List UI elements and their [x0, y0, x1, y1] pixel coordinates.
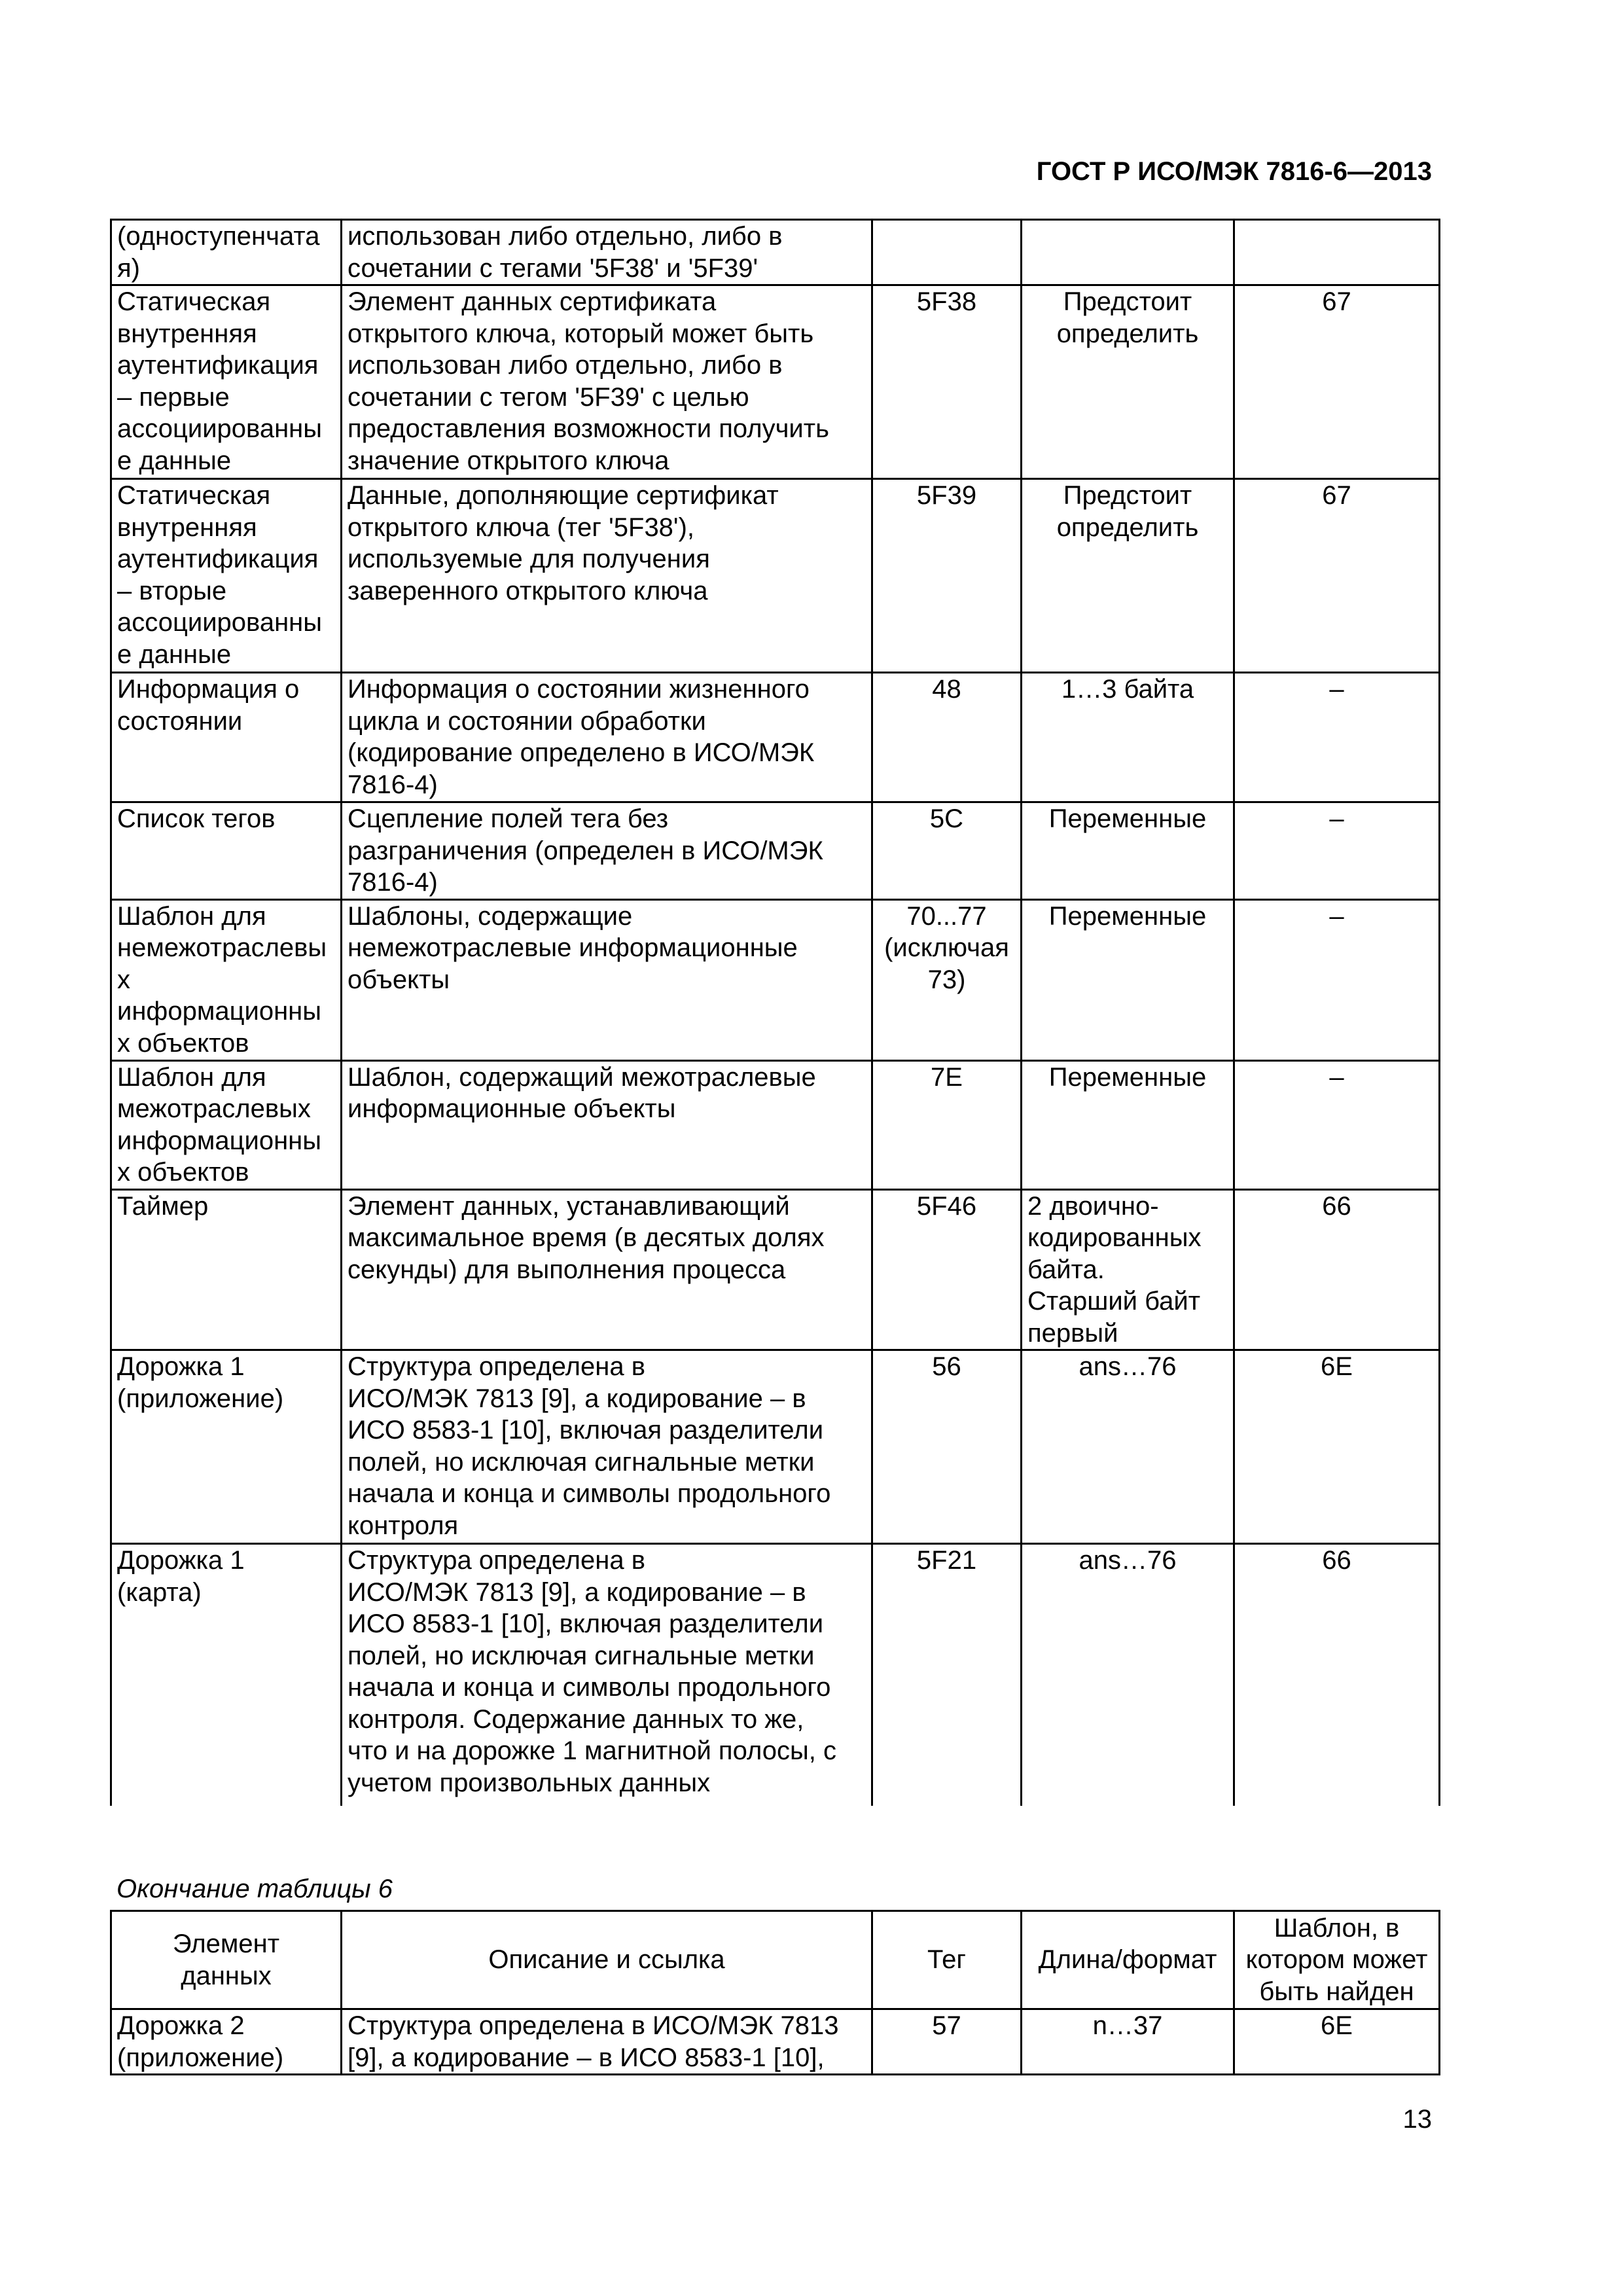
cell-tag: 5F38	[872, 285, 1022, 479]
document-header: ГОСТ Р ИСО/МЭК 7816-6—2013	[1036, 157, 1432, 186]
header-template: Шаблон, в котором может быть найден	[1234, 1911, 1440, 2009]
cell-length: Предстоит определить	[1022, 285, 1234, 479]
cell-tag: 5C	[872, 802, 1022, 900]
cell-description: Элемент данных, устанавливающий максимальное время (в десятых долях секунды) для выполнения процесса	[342, 1189, 872, 1350]
cell-tag: 56	[872, 1350, 1022, 1544]
cell-element: Список тегов	[111, 802, 342, 900]
cell-length	[1022, 220, 1234, 285]
cell-element: Дорожка 1 (карта)	[111, 1544, 342, 1806]
cell-description: Сцепление полей тега без разграничения (определен в ИСО/МЭК 7816-4)	[342, 802, 872, 900]
cell-description: Структура определена в ИСО/МЭК 7813 [9], а кодирование – в ИСО 8583-1 [10],	[342, 2009, 872, 2075]
cell-length: 1…3 байта	[1022, 673, 1234, 802]
table-row	[111, 285, 1440, 479]
table-row	[111, 479, 1440, 673]
table-continuation-caption: Окончание таблицы 6	[116, 1874, 393, 1903]
page-number: 13	[1402, 2105, 1432, 2134]
table-row	[111, 802, 1440, 900]
cell-element: Информация о состоянии	[111, 673, 342, 802]
main-table	[110, 219, 1440, 1806]
table-row	[111, 1060, 1440, 1189]
table-row	[111, 1189, 1440, 1350]
cell-tag: 5F46	[872, 1189, 1022, 1350]
cell-template: 67	[1234, 285, 1440, 479]
table-row	[111, 673, 1440, 802]
table-row	[111, 220, 1440, 285]
cell-description: использован либо отдельно, либо в сочетании с тегами '5F38' и '5F39'	[342, 220, 872, 285]
cell-template: 6E	[1234, 1350, 1440, 1544]
header-length: Длина/формат	[1022, 1911, 1234, 2009]
cell-length: Переменные	[1022, 899, 1234, 1060]
cell-template: 66	[1234, 1544, 1440, 1806]
cell-element: Статическая внутренняя аутентификация – вторые ассоциированны е данные	[111, 479, 342, 673]
cell-element: Дорожка 2 (приложение)	[111, 2009, 342, 2075]
cell-template: 6E	[1234, 2009, 1440, 2075]
header-tag: Тег	[872, 1911, 1022, 2009]
cell-element: Таймер	[111, 1189, 342, 1350]
cell-description: Шаблон, содержащий межотраслевые информационные объекты	[342, 1060, 872, 1189]
header-description: Описание и ссылка	[342, 1911, 872, 2009]
cell-length: ans…76	[1022, 1544, 1234, 1806]
cell-tag: 7E	[872, 1060, 1022, 1189]
cell-description: Элемент данных сертификата открытого ключа, который может быть использован либо отдельно, либо в сочетании с тегом '5F39' с целью предоставления возможности получить значение открытого ключа	[342, 285, 872, 479]
cell-element: Дорожка 1 (приложение)	[111, 1350, 342, 1544]
cell-description: Структура определена в ИСО/МЭК 7813 [9], а кодирование – в ИСО 8583-1 [10], включая разделители полей, но исключая сигнальные метки начала и конца и символы продольного контроля	[342, 1350, 872, 1544]
cell-description: Данные, дополняющие сертификат открытого ключа (тег '5F38'), используемые для получения заверенного открытого ключа	[342, 479, 872, 673]
cell-tag: 70...77 (исключая 73)	[872, 899, 1022, 1060]
table-header-row	[111, 1911, 1440, 2009]
continuation-table	[110, 1910, 1440, 2075]
cell-tag	[872, 220, 1022, 285]
cell-tag: 57	[872, 2009, 1022, 2075]
cell-tag: 5F39	[872, 479, 1022, 673]
cell-template: –	[1234, 899, 1440, 1060]
cell-tag: 5F21	[872, 1544, 1022, 1806]
table-row	[111, 899, 1440, 1060]
cell-element: Шаблон для межотраслевых информационны х объектов	[111, 1060, 342, 1189]
cell-template: 67	[1234, 479, 1440, 673]
cell-length: ans…76	[1022, 1350, 1234, 1544]
cell-length: Переменные	[1022, 1060, 1234, 1189]
cell-template: 66	[1234, 1189, 1440, 1350]
cell-description: Структура определена в ИСО/МЭК 7813 [9], а кодирование – в ИСО 8583-1 [10], включая разделители полей, но исключая сигнальные метки начала и конца и символы продольного контроля. Содержание данных то же, что и на дорожке 1 магнитной полосы, с учетом произвольных данных	[342, 1544, 872, 1806]
table-row	[111, 2009, 1440, 2075]
cell-template: –	[1234, 802, 1440, 900]
cell-description: Шаблоны, содержащие немежотраслевые информационные объекты	[342, 899, 872, 1060]
cell-element: Шаблон для немежотраслевы х информационны х объектов	[111, 899, 342, 1060]
cell-length: Переменные	[1022, 802, 1234, 900]
cell-template: –	[1234, 1060, 1440, 1189]
cell-tag: 48	[872, 673, 1022, 802]
cell-length: 2 двоично- кодированных байта. Старший байт первый	[1022, 1189, 1234, 1350]
header-element: Элемент данных	[111, 1911, 342, 2009]
table-row	[111, 1350, 1440, 1544]
cell-description: Информация о состоянии жизненного цикла и состоянии обработки (кодирование определено в ИСО/МЭК 7816-4)	[342, 673, 872, 802]
table-row	[111, 1544, 1440, 1806]
cell-length: Предстоит определить	[1022, 479, 1234, 673]
cell-element: (одноступенчата я)	[111, 220, 342, 285]
cell-element: Статическая внутренняя аутентификация – первые ассоциированны е данные	[111, 285, 342, 479]
cell-template	[1234, 220, 1440, 285]
cell-template: –	[1234, 673, 1440, 802]
cell-length: n…37	[1022, 2009, 1234, 2075]
